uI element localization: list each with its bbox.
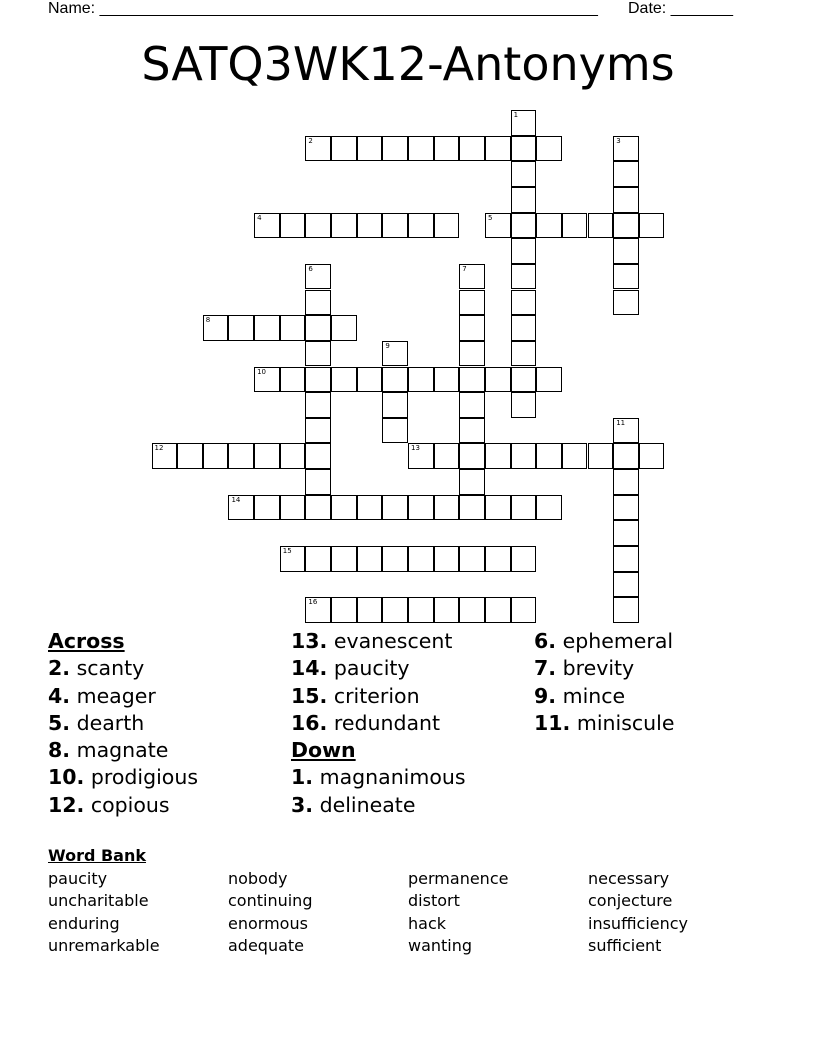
grid-cell[interactable]	[536, 443, 562, 469]
grid-cell[interactable]	[511, 597, 537, 623]
cell-number: 10	[257, 367, 267, 376]
clue-down-1	[291, 764, 466, 791]
word-bank-item: unremarkable	[48, 936, 160, 956]
grid-cell[interactable]	[305, 469, 331, 495]
grid-cell[interactable]	[613, 136, 639, 162]
word-bank-item: conjecture	[588, 891, 673, 911]
grid-cell[interactable]	[305, 597, 331, 623]
grid-cell[interactable]	[305, 546, 331, 572]
grid-cell[interactable]	[382, 341, 408, 367]
header	[48, 0, 748, 20]
name-field-label[interactable]: Name: ________________________________________________________	[48, 0, 598, 17]
cell-number: 16	[308, 598, 318, 607]
word-bank-item: distort	[408, 891, 460, 911]
cell-number: 8	[205, 316, 211, 325]
grid-cell[interactable]	[613, 290, 639, 316]
grid-cell[interactable]	[639, 443, 665, 469]
grid-cell[interactable]	[562, 443, 588, 469]
grid-cell[interactable]	[588, 443, 614, 469]
grid-cell[interactable]	[305, 213, 331, 239]
clue-text: copious	[90, 792, 170, 817]
clue-number: 3.	[291, 792, 314, 817]
grid-cell[interactable]	[331, 136, 357, 162]
grid-cell[interactable]	[485, 495, 511, 521]
grid-cell[interactable]	[511, 238, 537, 264]
grid-cell[interactable]	[511, 443, 537, 469]
grid-cell[interactable]	[613, 238, 639, 264]
grid-cell[interactable]	[459, 546, 485, 572]
grid-cell[interactable]	[459, 341, 485, 367]
clue-across-2	[48, 655, 198, 682]
clue-text: scanty	[76, 656, 145, 681]
grid-cell[interactable]	[459, 367, 485, 393]
clue-number: 16.	[291, 710, 328, 735]
grid-cell[interactable]	[408, 546, 434, 572]
clues-column-2	[291, 628, 466, 819]
grid-cell[interactable]	[613, 597, 639, 623]
grid-cell[interactable]	[305, 136, 331, 162]
grid-cell[interactable]	[459, 597, 485, 623]
word-bank-item: adequate	[228, 936, 305, 956]
grid-cell[interactable]	[613, 520, 639, 546]
grid-cell[interactable]	[613, 495, 639, 521]
clue-number: 13.	[291, 629, 328, 653]
grid-cell[interactable]	[459, 264, 485, 290]
grid-cell[interactable]	[459, 392, 485, 418]
grid-cell[interactable]	[305, 443, 331, 469]
cell-number: 12	[154, 444, 164, 453]
clue-across-5	[48, 710, 198, 737]
grid-cell[interactable]	[588, 213, 614, 239]
grid-cell[interactable]	[485, 136, 511, 162]
grid-cell[interactable]	[434, 213, 460, 239]
clue-text: delineate	[319, 792, 416, 817]
grid-cell[interactable]	[434, 367, 460, 393]
cell-number: 2	[308, 136, 313, 145]
clue-across-14	[291, 655, 466, 682]
grid-cell[interactable]	[280, 213, 306, 239]
grid-cell[interactable]	[485, 597, 511, 623]
cell-number: 4	[257, 213, 262, 222]
clue-across-8	[48, 737, 198, 764]
grid-cell[interactable]	[382, 597, 408, 623]
grid-cell[interactable]	[305, 290, 331, 316]
grid-cell[interactable]	[459, 290, 485, 316]
word-bank-item: wanting	[408, 936, 473, 956]
grid-cell[interactable]	[254, 315, 280, 341]
cell-number: 13	[411, 444, 420, 453]
grid-cell[interactable]	[357, 495, 383, 521]
clue-number: 2.	[48, 656, 71, 681]
grid-cell[interactable]	[434, 495, 460, 521]
grid-cell[interactable]	[613, 161, 639, 187]
clue-down-9	[534, 683, 674, 710]
grid-cell[interactable]	[305, 341, 331, 367]
down-heading: Down	[291, 738, 356, 763]
grid-cell[interactable]	[459, 495, 485, 521]
word-bank-columns	[48, 868, 768, 960]
grid-cell[interactable]	[408, 597, 434, 623]
grid-cell[interactable]	[562, 213, 588, 239]
word-bank-item: enduring	[48, 913, 120, 933]
grid-cell[interactable]	[536, 213, 562, 239]
clue-across-15	[291, 683, 466, 710]
grid-cell[interactable]	[511, 290, 537, 316]
clue-across-16	[291, 710, 466, 737]
grid-cell[interactable]	[331, 315, 357, 341]
word-bank-column	[48, 868, 160, 958]
grid-cell[interactable]	[305, 495, 331, 521]
grid-cell[interactable]	[511, 187, 537, 213]
grid-cell[interactable]	[459, 136, 485, 162]
grid-cell[interactable]	[511, 495, 537, 521]
clue-text: evanescent	[333, 629, 453, 653]
grid-cell[interactable]	[536, 367, 562, 393]
grid-cell[interactable]	[511, 341, 537, 367]
grid-cell[interactable]	[485, 546, 511, 572]
clue-down-7	[534, 655, 674, 682]
word-bank-item: continuing	[228, 891, 313, 911]
grid-cell[interactable]	[485, 213, 511, 239]
clue-down-6	[534, 628, 674, 655]
grid-cell[interactable]	[511, 136, 537, 162]
clue-down-11	[534, 710, 674, 737]
puzzle-title: SATQ3WK12-Antonyms	[141, 37, 675, 91]
grid-cell[interactable]	[254, 367, 280, 393]
grid-cell[interactable]	[331, 213, 357, 239]
grid-cell[interactable]	[613, 546, 639, 572]
grid-cell[interactable]	[511, 213, 537, 239]
grid-cell[interactable]	[280, 546, 306, 572]
clue-across-12	[48, 792, 198, 819]
grid-cell[interactable]	[485, 443, 511, 469]
grid-cell[interactable]	[305, 418, 331, 444]
clue-text: paucity	[333, 656, 410, 681]
grid-cell[interactable]	[203, 443, 229, 469]
word-bank-item: necessary	[588, 868, 670, 888]
cell-number: 5	[487, 213, 493, 222]
word-bank-column	[408, 868, 508, 958]
clues-column-1	[48, 628, 198, 819]
clue-text: mince	[562, 683, 626, 708]
word-bank-item: paucity	[48, 868, 108, 888]
grid-cell[interactable]	[485, 367, 511, 393]
grid-cell[interactable]	[382, 418, 408, 444]
word-bank-item: insufficiency	[588, 913, 689, 933]
grid-cell[interactable]	[434, 546, 460, 572]
clue-number: 4.	[48, 683, 71, 708]
grid-cell[interactable]	[511, 110, 537, 136]
clue-text: magnanimous	[319, 765, 466, 790]
grid-cell[interactable]	[459, 443, 485, 469]
grid-cell[interactable]	[382, 213, 408, 239]
word-bank	[48, 845, 768, 960]
grid-cell[interactable]	[613, 264, 639, 290]
grid-cell[interactable]	[511, 315, 537, 341]
grid-cell[interactable]	[511, 264, 537, 290]
clue-number: 14.	[291, 656, 328, 681]
grid-cell[interactable]	[408, 213, 434, 239]
grid-cell[interactable]	[382, 546, 408, 572]
grid-cell[interactable]	[152, 443, 178, 469]
grid-cell[interactable]	[536, 495, 562, 521]
cell-number: 15	[282, 547, 292, 556]
grid-cell[interactable]	[382, 495, 408, 521]
grid-cell[interactable]	[613, 443, 639, 469]
clue-number: 10.	[48, 765, 85, 790]
clue-number: 5.	[48, 710, 71, 735]
grid-cell[interactable]	[228, 443, 254, 469]
grid-cell[interactable]	[203, 315, 229, 341]
clue-text: miniscule	[576, 710, 675, 735]
grid-cell[interactable]	[280, 315, 306, 341]
clue-across-10	[48, 764, 198, 791]
grid-cell[interactable]	[357, 546, 383, 572]
grid-cell[interactable]	[408, 443, 434, 469]
cell-number: 1	[513, 111, 519, 119]
word-bank-item: permanence	[408, 868, 509, 888]
clue-number: 12.	[48, 792, 85, 817]
grid-cell[interactable]	[408, 495, 434, 521]
grid-cell[interactable]	[357, 136, 383, 162]
grid-cell[interactable]	[228, 315, 254, 341]
clues-column-3	[534, 628, 674, 737]
grid-cell[interactable]	[459, 418, 485, 444]
grid-cell[interactable]	[280, 443, 306, 469]
grid-cell[interactable]	[434, 443, 460, 469]
word-bank-column	[228, 868, 312, 958]
word-bank-column	[588, 868, 688, 958]
cell-number: 14	[231, 495, 241, 504]
word-bank-item: hack	[408, 913, 447, 933]
grid-cell[interactable]	[613, 418, 639, 444]
grid-cell[interactable]	[254, 213, 280, 239]
clue-text: brevity	[562, 656, 635, 681]
word-bank-title: Word Bank	[48, 846, 147, 865]
grid-cell[interactable]	[305, 315, 331, 341]
grid-cell[interactable]	[331, 495, 357, 521]
cell-number: 6	[308, 264, 313, 273]
grid-cell[interactable]	[613, 572, 639, 598]
grid-cell[interactable]	[254, 495, 280, 521]
grid-cell[interactable]	[177, 443, 203, 469]
clue-number: 6.	[534, 629, 557, 653]
grid-cell[interactable]	[511, 392, 537, 418]
clue-number: 8.	[48, 738, 71, 763]
grid-cell[interactable]	[228, 495, 254, 521]
grid-cell[interactable]	[357, 213, 383, 239]
grid-cell[interactable]	[254, 443, 280, 469]
grid-cell[interactable]	[613, 469, 639, 495]
grid-cell[interactable]	[511, 367, 537, 393]
clue-number: 7.	[534, 656, 557, 681]
cell-number: 9	[385, 341, 390, 350]
grid-cell[interactable]	[459, 315, 485, 341]
grid-cell[interactable]	[408, 136, 434, 162]
grid-cell[interactable]	[408, 367, 434, 393]
clue-number: 9.	[534, 683, 557, 708]
grid-cell[interactable]	[613, 187, 639, 213]
clue-down-3	[291, 792, 466, 819]
cell-number: 3	[616, 136, 621, 145]
cell-number: 7	[462, 264, 467, 273]
clue-number: 11.	[534, 710, 571, 735]
clue-across-4	[48, 683, 198, 710]
grid-cell[interactable]	[639, 213, 665, 239]
clue-across-13	[291, 628, 466, 655]
clue-text: ephemeral	[562, 629, 674, 653]
clue-number: 1.	[291, 765, 314, 790]
grid-cell[interactable]	[382, 367, 408, 393]
grid-cell[interactable]	[434, 597, 460, 623]
grid-cell[interactable]	[357, 367, 383, 393]
clue-number: 15.	[291, 683, 328, 708]
grid-cell[interactable]	[305, 392, 331, 418]
cell-number: 11	[616, 418, 626, 427]
grid-cell[interactable]	[613, 213, 639, 239]
clue-text: criterion	[333, 683, 420, 708]
grid-cell[interactable]	[511, 161, 537, 187]
grid-cell[interactable]	[331, 597, 357, 623]
grid-cell[interactable]	[305, 367, 331, 393]
word-bank-item: sufficient	[588, 936, 662, 956]
grid-cell[interactable]	[305, 264, 331, 290]
grid-cell[interactable]	[434, 136, 460, 162]
clue-text: prodigious	[90, 765, 199, 790]
date-field-label[interactable]: Date: _______	[628, 0, 733, 17]
word-bank-item: enormous	[228, 913, 308, 933]
clue-text: meager	[76, 683, 156, 708]
across-heading: Across	[48, 629, 125, 653]
grid-cell[interactable]	[511, 546, 537, 572]
grid-cell[interactable]	[331, 546, 357, 572]
grid-cell[interactable]	[357, 597, 383, 623]
grid-cell[interactable]	[382, 392, 408, 418]
clue-text: magnate	[76, 738, 169, 763]
grid-cell[interactable]	[280, 495, 306, 521]
grid-cell[interactable]	[536, 136, 562, 162]
grid-cell[interactable]	[382, 136, 408, 162]
word-bank-item: nobody	[228, 868, 288, 888]
grid-cell[interactable]	[280, 367, 306, 393]
grid-cell[interactable]	[459, 469, 485, 495]
clue-text: redundant	[333, 710, 441, 735]
clue-text: dearth	[76, 710, 145, 735]
word-bank-item: uncharitable	[48, 891, 149, 911]
grid-cell[interactable]	[331, 367, 357, 393]
